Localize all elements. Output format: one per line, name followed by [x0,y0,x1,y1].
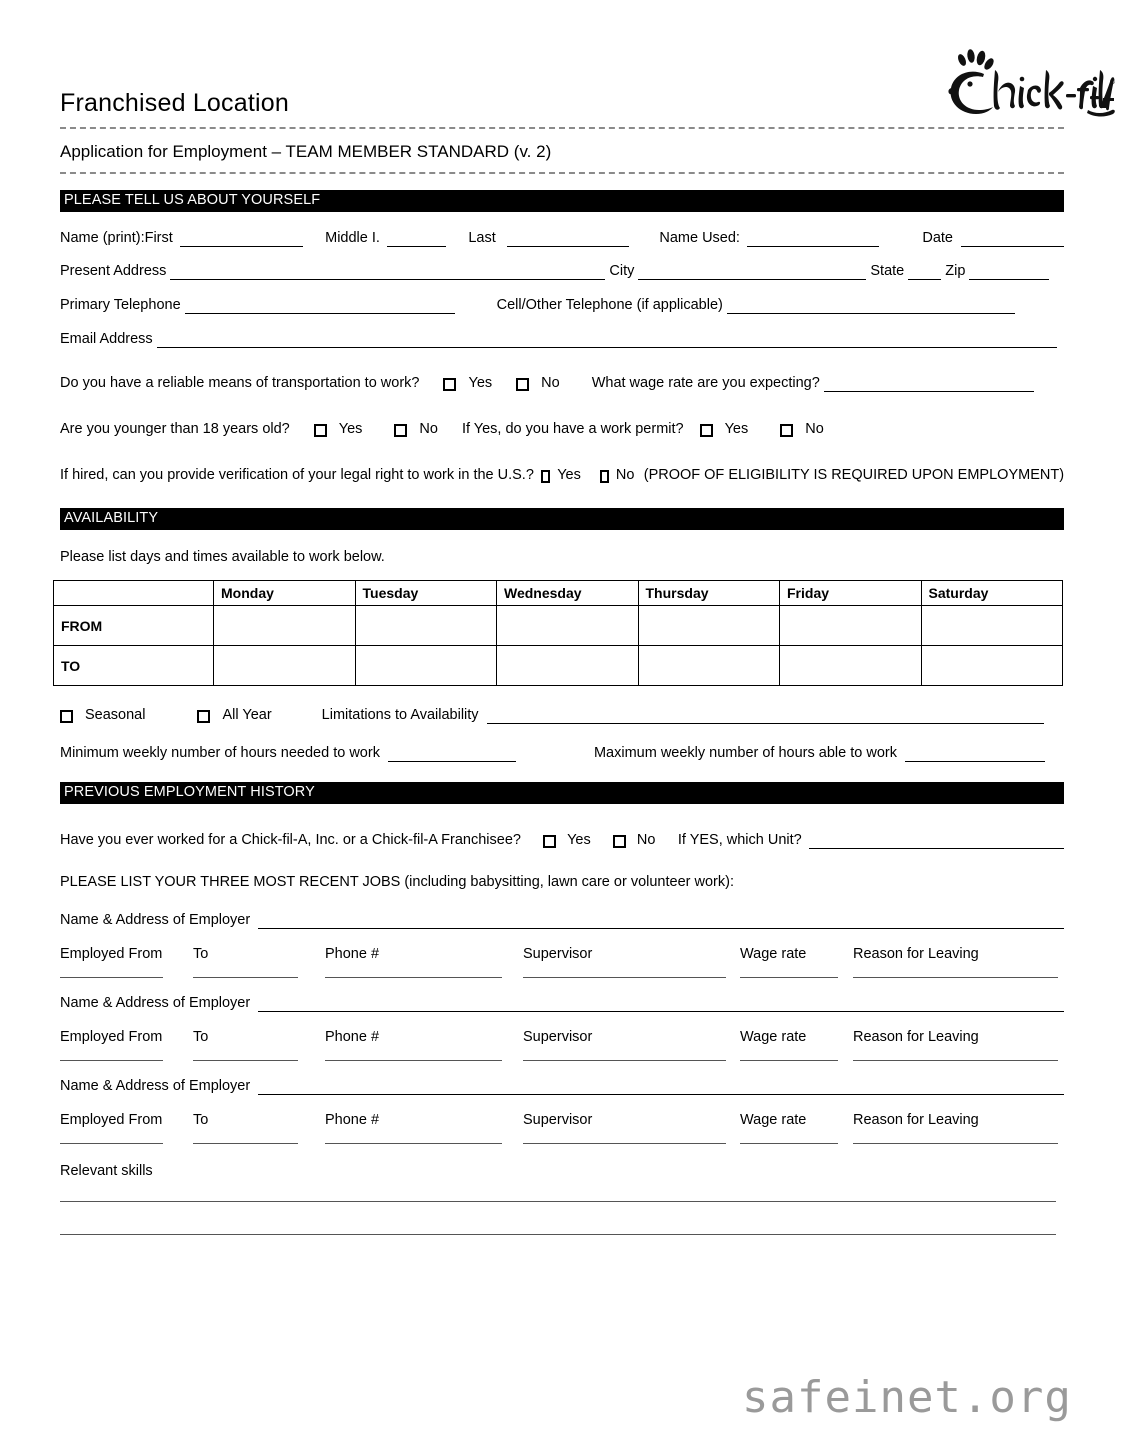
reason-leaving-field-3[interactable] [853,1143,1058,1144]
column-reason-leaving-1: Reason for Leaving [853,946,979,962]
younger-18-yes-label: Yes [338,421,363,437]
transportation-row [60,374,1064,392]
employer-field-1[interactable] [258,914,1064,929]
work-permit-yes-label: Yes [724,421,749,437]
employed-from-field-1[interactable] [60,977,163,978]
state-field[interactable] [908,265,941,280]
work-permit-no-label: No [805,421,824,437]
column-reason-leaving-2: Reason for Leaving [853,1029,979,1045]
availability-table [53,580,1063,686]
age-row [60,420,1064,438]
weekly-hours-row [60,744,1064,762]
to-wednesday-cell[interactable] [497,646,639,686]
job-fields-row-3 [60,1143,1064,1144]
all-year-label: All Year [222,707,272,723]
chick-fil-a-logo [940,48,1116,126]
employer-label-3: Name & Address of Employer [60,1078,251,1094]
state-label: State [870,263,905,279]
middle-initial-label: Middle I. [325,230,380,246]
relevant-skills-field-2[interactable] [60,1234,1056,1235]
watermark-text: safeinet.org [742,1372,1072,1423]
column-supervisor-1: Supervisor [523,946,593,962]
to-saturday-cell[interactable] [921,646,1063,686]
present-address-field[interactable] [170,265,605,280]
employer-label-2: Name & Address of Employer [60,995,251,1011]
all-year-checkbox[interactable] [197,710,210,723]
phone-field-1[interactable] [325,977,502,978]
email-row [60,330,1064,348]
column-wage-rate-1: Wage rate [740,946,807,962]
column-employed-from-3: Employed From [60,1112,163,1128]
wage-rate-field[interactable] [824,377,1034,392]
availability-instruction [60,548,1064,566]
column-to-1: To [193,946,209,962]
worked-before-row [60,831,1064,849]
reason-leaving-field-2[interactable] [853,1060,1058,1061]
phone-field-2[interactable] [325,1060,502,1061]
column-to-3: To [193,1112,209,1128]
worked-before-yes-label: Yes [567,832,591,848]
section-header-about-yourself: PLEASE TELL US ABOUT YOURSELF [60,190,1064,212]
column-employed-from-1: Employed From [60,946,163,962]
column-phone-1: Phone # [325,946,380,962]
name-used-field[interactable] [747,232,879,247]
address-row [60,262,1064,280]
table-header-thursday: Thursday [638,581,780,606]
legal-right-yes-checkbox[interactable] [541,470,550,483]
availability-instruction-text: Please list days and times available to work below. [60,549,385,565]
relevant-skills-row [60,1162,1064,1180]
seasonal-row [60,706,1064,724]
employer-row-2 [60,994,1064,1012]
employer-row-3 [60,1077,1064,1095]
limitations-label: Limitations to Availability [321,707,479,723]
employer-field-2[interactable] [258,997,1064,1012]
middle-initial-field[interactable] [387,232,445,247]
legal-right-yes-label: Yes [557,467,581,483]
name-row [60,229,1064,247]
seasonal-checkbox[interactable] [60,710,73,723]
table-header-wednesday: Wednesday [497,581,639,606]
to-tuesday-cell[interactable] [355,646,497,686]
name-print-label: Name (print):First [60,230,173,246]
section-header-employment-history: PREVIOUS EMPLOYMENT HISTORY [60,782,1064,804]
table-row-from [54,606,1063,646]
legal-right-row [60,466,1064,484]
table-header-saturday: Saturday [921,581,1063,606]
wage-rate-field-1[interactable] [740,977,838,978]
primary-telephone-label: Primary Telephone [60,297,181,313]
worked-before-yes-checkbox[interactable] [543,835,555,848]
list-jobs-instruction [60,873,1064,891]
work-permit-question-label: If Yes, do you have a work permit? [461,421,684,437]
from-wednesday-cell[interactable] [497,606,639,646]
job-columns-header-2 [60,1028,1064,1046]
transportation-no-checkbox[interactable] [516,378,529,391]
form-content [60,0,1064,1235]
which-unit-field[interactable] [809,834,1064,849]
work-permit-no-checkbox[interactable] [780,424,793,437]
from-tuesday-cell[interactable] [355,606,497,646]
which-unit-label: If YES, which Unit? [677,832,802,848]
date-label: Date [922,230,953,246]
worked-before-no-checkbox[interactable] [613,835,625,848]
supervisor-field-1[interactable] [523,977,726,978]
cell-telephone-field[interactable] [727,299,1015,314]
primary-telephone-field[interactable] [185,299,455,314]
seasonal-label: Seasonal [85,707,146,723]
column-to-2: To [193,1029,209,1045]
younger-18-question-label: Are you younger than 18 years old? [60,421,290,437]
page-title: Franchised Location [60,89,289,117]
max-hours-label: Maximum weekly number of hours able to work [593,745,897,761]
legal-right-no-label: No [615,467,635,483]
employed-to-field-1[interactable] [193,977,298,978]
worked-before-no-label: No [636,832,656,848]
table-row-to [54,646,1063,686]
min-hours-field[interactable] [388,747,516,762]
supervisor-field-3[interactable] [523,1143,726,1144]
worked-before-question-label: Have you ever worked for a Chick-fil-A, Inc. or a Chick-fil-A Franchisee? [60,832,521,848]
employed-to-field-2[interactable] [193,1060,298,1061]
column-supervisor-2: Supervisor [523,1029,593,1045]
table-header-tuesday: Tuesday [355,581,497,606]
transportation-yes-label: Yes [468,375,493,391]
legal-right-question-label: If hired, can you provide verification of your legal right to work in the U.S.? [60,467,534,483]
column-phone-3: Phone # [325,1112,380,1128]
table-corner-cell [54,581,214,606]
younger-18-no-label: No [419,421,438,437]
transportation-yes-checkbox[interactable] [443,378,456,391]
header-divider-bottom [60,172,1064,174]
to-monday-cell[interactable] [214,646,356,686]
column-phone-2: Phone # [325,1029,380,1045]
proof-of-eligibility-note: (PROOF OF ELIGIBILITY IS REQUIRED UPON EMPLOYMENT) [643,467,1065,483]
telephone-row [60,296,1064,314]
svg-text:®: ® [1110,79,1116,86]
supervisor-field-2[interactable] [523,1060,726,1061]
wage-rate-field-3[interactable] [740,1143,838,1144]
table-header-monday: Monday [214,581,356,606]
cell-telephone-label: Cell/Other Telephone (if applicable) [496,297,723,313]
column-reason-leaving-3: Reason for Leaving [853,1112,979,1128]
table-header-row [54,581,1063,606]
relevant-skills-field-1[interactable] [60,1201,1056,1202]
wage-rate-field-2[interactable] [740,1060,838,1061]
reason-leaving-field-1[interactable] [853,977,1058,978]
row-label-to: TO [54,646,214,686]
to-thursday-cell[interactable] [638,646,780,686]
max-hours-field[interactable] [905,747,1045,762]
employed-from-field-2[interactable] [60,1060,163,1061]
limitations-field[interactable] [487,709,1044,724]
relevant-skills-label: Relevant skills [60,1163,153,1179]
column-supervisor-3: Supervisor [523,1112,593,1128]
from-friday-cell[interactable] [780,606,922,646]
row-label-from: FROM [54,606,214,646]
employed-from-field-3[interactable] [60,1143,163,1144]
employed-to-field-3[interactable] [193,1143,298,1144]
legal-right-no-checkbox[interactable] [600,470,609,483]
younger-18-yes-checkbox[interactable] [314,424,327,437]
email-address-field[interactable] [157,333,1057,348]
column-employed-from-2: Employed From [60,1029,163,1045]
from-saturday-cell[interactable] [921,606,1063,646]
work-permit-yes-checkbox[interactable] [700,424,713,437]
email-address-label: Email Address [60,331,153,347]
city-field[interactable] [638,265,866,280]
column-wage-rate-2: Wage rate [740,1029,807,1045]
employer-field-3[interactable] [258,1080,1064,1095]
last-name-field[interactable] [507,232,629,247]
job-columns-header-3 [60,1111,1064,1129]
from-thursday-cell[interactable] [638,606,780,646]
city-label: City [609,263,635,279]
section-header-availability: AVAILABILITY [60,508,1064,530]
name-used-label: Name Used: [659,230,740,246]
present-address-label: Present Address [60,263,167,279]
transportation-question-label: Do you have a reliable means of transportation to work? [60,375,420,391]
employer-label-1: Name & Address of Employer [60,912,251,928]
table-header-friday: Friday [780,581,922,606]
wage-rate-question-label: What wage rate are you expecting? [591,375,820,391]
job-fields-row-2 [60,1060,1064,1061]
column-wage-rate-3: Wage rate [740,1112,807,1128]
from-monday-cell[interactable] [214,606,356,646]
employer-row-1 [60,911,1064,929]
list-jobs-instruction-text: PLEASE LIST YOUR THREE MOST RECENT JOBS (including babysitting, lawn care or volunteer work): [60,874,734,890]
younger-18-no-checkbox[interactable] [394,424,407,437]
job-fields-row-1 [60,977,1064,978]
transportation-no-label: No [541,375,560,391]
zip-field[interactable] [969,265,1049,280]
min-hours-label: Minimum weekly number of hours needed to work [60,745,380,761]
last-name-label: Last [468,230,496,246]
date-field[interactable] [961,232,1064,247]
to-friday-cell[interactable] [780,646,922,686]
job-columns-header-1 [60,945,1064,963]
phone-field-3[interactable] [325,1143,502,1144]
zip-label: Zip [945,263,966,279]
form-subtitle: Application for Employment – TEAM MEMBER STANDARD (v. 2) [60,142,552,161]
first-name-field[interactable] [180,232,302,247]
